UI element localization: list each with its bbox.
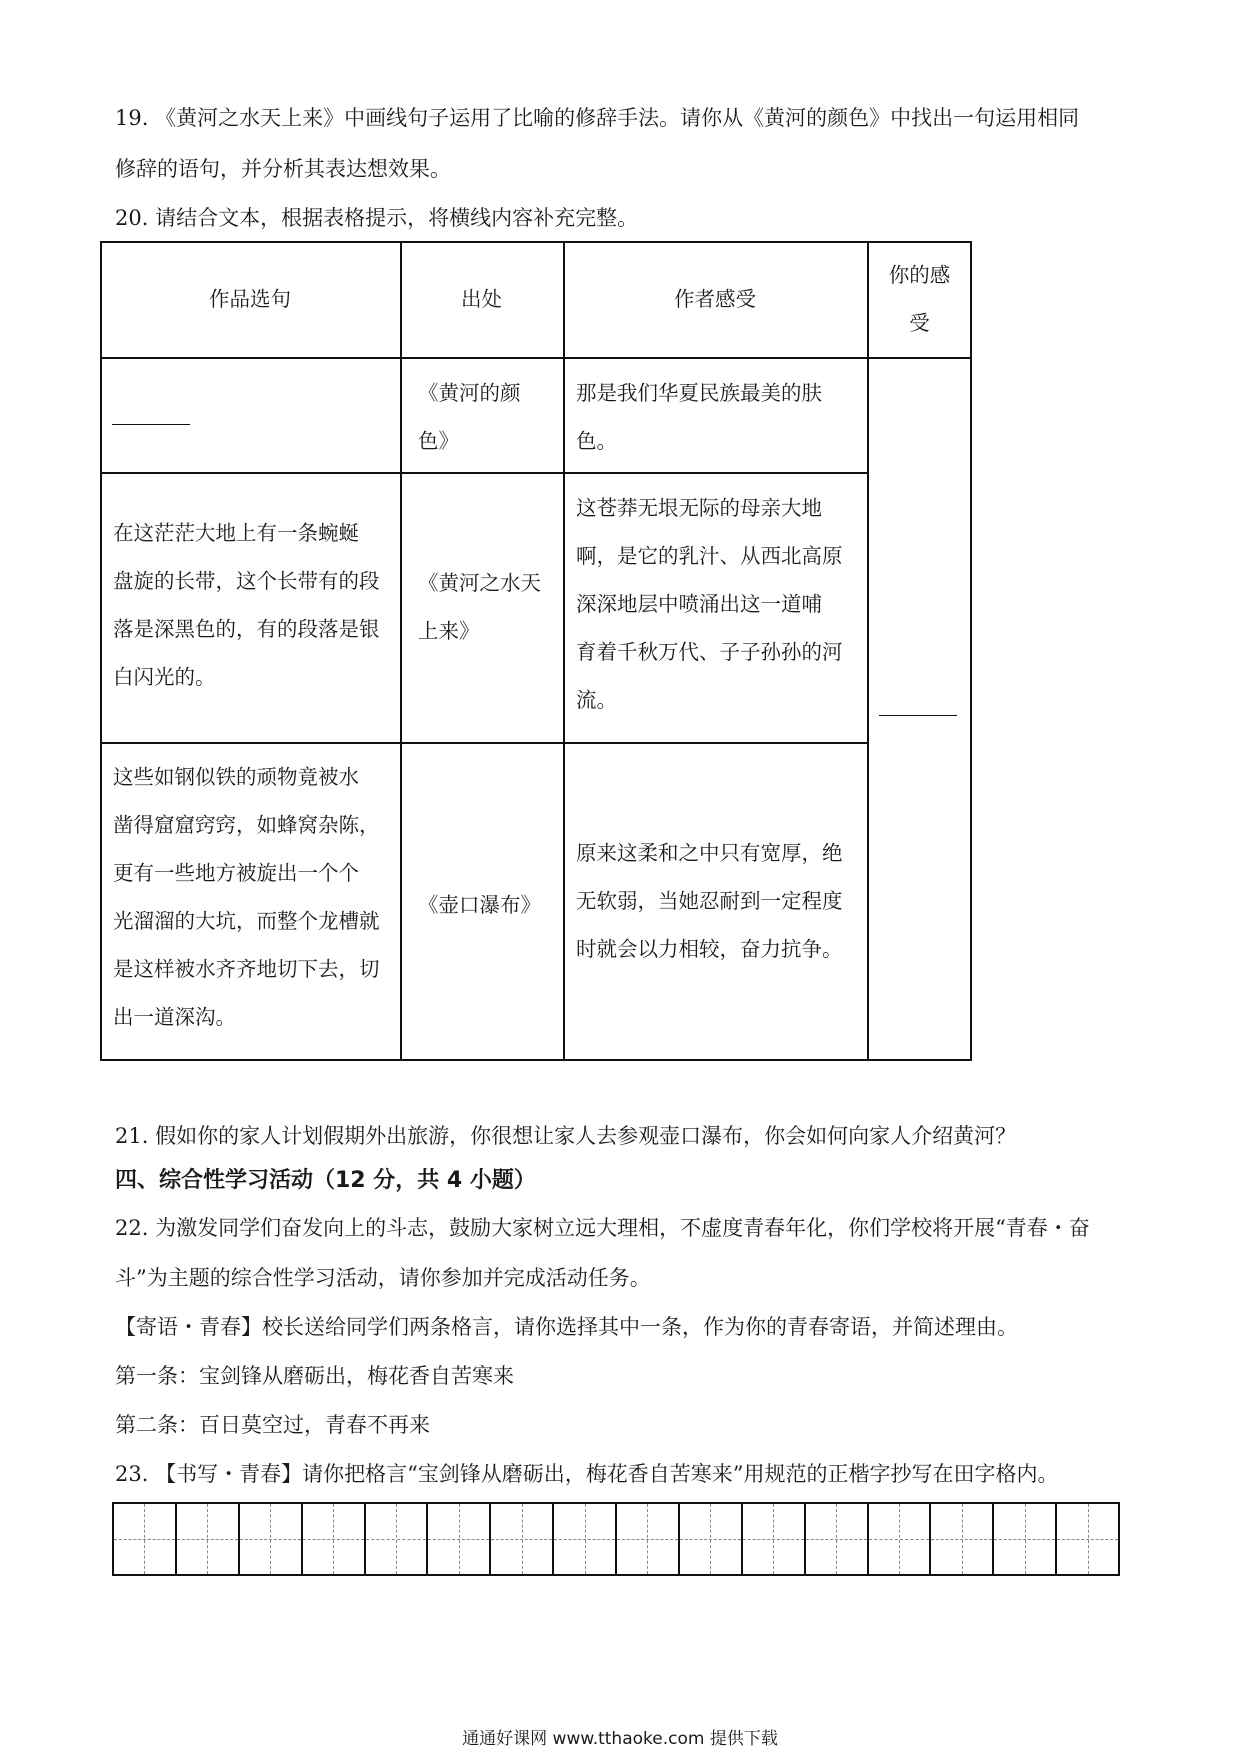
header-your-feeling bbox=[867, 251, 972, 347]
grid-cell[interactable] bbox=[114, 1504, 177, 1574]
row2-quote-line: 白闪光的。 bbox=[113, 665, 216, 689]
row2-quote-line: 落是深黑色的，有的段落是银 bbox=[113, 617, 380, 641]
table-divider bbox=[563, 241, 565, 1061]
section-4-heading: 四、综合性学习活动（12 分，共 4 小题） bbox=[115, 1168, 536, 1193]
task-youth-message: 【寄语・青春】校长送给同学们两条格言，请你选择其中一条，作为你的青春寄语，并简述理由。 bbox=[115, 1315, 1018, 1339]
q21: 21. 假如你的家人计划假期外出旅游，你很想让家人去参观壶口瀑布，你会如何向家人介绍黄河？ bbox=[115, 1124, 1017, 1148]
grid-cell[interactable] bbox=[491, 1504, 554, 1574]
grid-cell[interactable] bbox=[931, 1504, 994, 1574]
q19-line-2: 修辞的语句，并分析其表达想效果。 bbox=[115, 157, 451, 181]
grid-cell[interactable] bbox=[617, 1504, 680, 1574]
row2-feeling-line: 流。 bbox=[576, 688, 617, 712]
table-divider bbox=[400, 241, 402, 1061]
row3-feeling-line: 原来这柔和之中只有宽厚，绝 bbox=[576, 841, 843, 865]
q23: 23. 【书写・青春】请你把格言“宝剑锋从磨砺出，梅花香自苦寒来”用规范的正楷字抄写在田字格内。 bbox=[115, 1462, 1059, 1486]
grid-cell[interactable] bbox=[1057, 1504, 1118, 1574]
row3-feeling-line: 时就会以力相较，奋力抗争。 bbox=[576, 937, 843, 961]
row2-feeling-line: 啊，是它的乳汁、从西北高原 bbox=[576, 544, 843, 568]
grid-cell[interactable] bbox=[428, 1504, 491, 1574]
header-your-feeling-line-1: 你的感 bbox=[888, 263, 951, 287]
row3-author-feeling bbox=[576, 829, 866, 973]
row1-source-line: 《黄河的颜 bbox=[418, 381, 521, 405]
blank-quote-line[interactable] bbox=[112, 424, 190, 425]
grid-cell[interactable] bbox=[240, 1504, 303, 1574]
grid-cell[interactable] bbox=[303, 1504, 366, 1574]
row2-source-line: 上来》 bbox=[418, 619, 480, 643]
grid-cell[interactable] bbox=[177, 1504, 240, 1574]
row2-quote-line: 盘旋的长带，这个长带有的段 bbox=[113, 569, 380, 593]
row3-quote-line: 是这样被水齐齐地切下去，切 bbox=[113, 957, 380, 981]
row2-feeling-line: 这苍莽无垠无际的母亲大地 bbox=[576, 496, 822, 520]
row3-quote-line: 更有一些地方被旋出一个个 bbox=[113, 861, 359, 885]
grid-cell[interactable] bbox=[554, 1504, 617, 1574]
header-your-feeling-line-2: 受 bbox=[909, 311, 930, 335]
row2-quote bbox=[113, 509, 398, 701]
table-divider bbox=[100, 357, 970, 359]
row2-feeling-line: 深深地层中喷涌出这一道哺 bbox=[576, 592, 822, 616]
grid-cell[interactable] bbox=[366, 1504, 429, 1574]
row2-source-line: 《黄河之水天 bbox=[418, 571, 541, 595]
header-quote: 作品选句 bbox=[209, 287, 291, 311]
row1-author-feeling bbox=[576, 369, 866, 465]
motto-1: 第一条：宝剑锋从磨砺出，梅花香自苦寒来 bbox=[115, 1364, 514, 1388]
row3-quote-line: 凿得窟窟窍窍，如蜂窝杂陈， bbox=[113, 813, 380, 837]
row3-feeling-line: 无软弱，当她忍耐到一定程度 bbox=[576, 889, 843, 913]
q20-prompt: 20. 请结合文本，根据表格提示，将横线内容补充完整。 bbox=[115, 206, 639, 230]
row1-source-line: 色》 bbox=[418, 429, 459, 453]
row2-feeling-line: 育着千秋万代、子子孙孙的河 bbox=[576, 640, 843, 664]
grid-cell[interactable] bbox=[869, 1504, 932, 1574]
q22-line-2: 斗”为主题的综合性学习活动，请你参加并完成活动任务。 bbox=[115, 1266, 651, 1290]
q22-line-1: 22. 为激发同学们奋发向上的斗志，鼓励大家树立远大理相，不虚度青春年化，你们学校将开展“青春・奋 bbox=[115, 1216, 1090, 1240]
table-divider bbox=[867, 241, 869, 1061]
row3-source bbox=[418, 881, 558, 929]
row1-source bbox=[418, 369, 558, 465]
row1-feeling-line: 那是我们华夏民族最美的肤 bbox=[576, 381, 822, 405]
blank-your-feeling-line[interactable] bbox=[879, 715, 957, 716]
row3-quote-line: 出一道深沟。 bbox=[113, 1005, 236, 1029]
motto-2: 第二条：百日莫空过，青春不再来 bbox=[115, 1413, 430, 1437]
header-source: 出处 bbox=[461, 287, 502, 311]
grid-cell[interactable] bbox=[806, 1504, 869, 1574]
row3-quote-line: 光溜溜的大坑，而整个龙槽就 bbox=[113, 909, 380, 933]
grid-cell[interactable] bbox=[743, 1504, 806, 1574]
row3-quote bbox=[113, 753, 398, 1041]
row3-source-line: 《壶口瀑布》 bbox=[418, 893, 541, 917]
table-divider bbox=[100, 472, 867, 474]
row2-source bbox=[418, 559, 558, 655]
tianzige-writing-grid[interactable] bbox=[112, 1502, 1120, 1576]
row3-quote-line: 这些如钢似铁的顽物竟被水 bbox=[113, 765, 359, 789]
q19-line-1: 19. 《黄河之水天上来》中画线句子运用了比喻的修辞手法。请你从《黄河的颜色》中找出一句运用相同 bbox=[115, 106, 1080, 130]
grid-cell[interactable] bbox=[680, 1504, 743, 1574]
footer-source: 通通好课网 www.tthaoke.com 提供下载 bbox=[462, 1729, 778, 1749]
row2-quote-line: 在这茫茫大地上有一条蜿蜒 bbox=[113, 521, 359, 545]
table-divider bbox=[100, 742, 867, 744]
grid-cell[interactable] bbox=[994, 1504, 1057, 1574]
feelings-table bbox=[100, 241, 972, 1061]
row1-feeling-line: 色。 bbox=[576, 429, 617, 453]
header-author-feeling: 作者感受 bbox=[674, 287, 756, 311]
row2-author-feeling bbox=[576, 484, 866, 724]
